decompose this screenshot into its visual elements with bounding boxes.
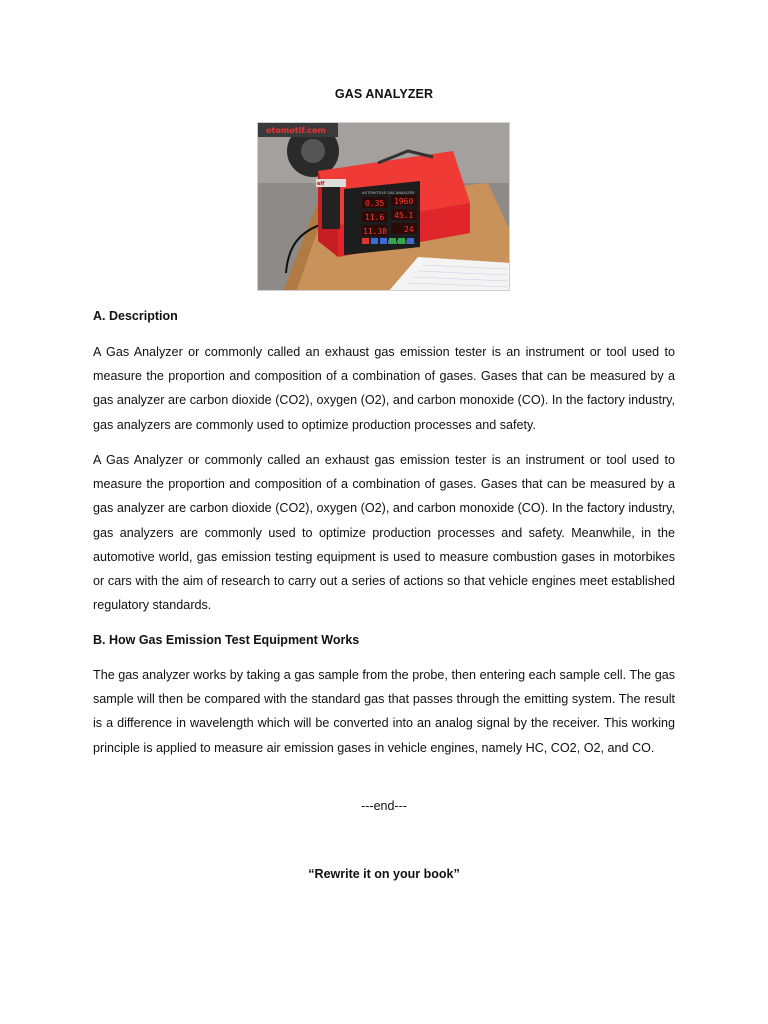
section-b-heading: B. How Gas Emission Test Equipment Works <box>93 633 360 647</box>
readout-4: 45.1 <box>394 211 414 220</box>
gas-analyzer-photo <box>257 122 510 291</box>
display-header: AUTOMOTIVE GAS ANALYZER <box>362 191 415 195</box>
readout-1: 0.35 <box>365 199 385 208</box>
section-a-paragraph-1: A Gas Analyzer or commonly called an exhaust gas emission tester is an instrument or tool used to measure the proportion and composition of a combination of gases. Gases that can be measured by a gas analyzer are carbon dioxide (CO2), oxygen (O2), and carbon monoxide (CO). In the factory industry, gas analyzers are commonly used to optimize production processes and safety. <box>93 345 675 432</box>
section-a-heading: A. Description <box>93 309 178 323</box>
document-title: GAS ANALYZER <box>334 87 434 101</box>
svg-text:elf: elf <box>317 181 325 187</box>
closing-note: “Rewrite it on your book” <box>308 867 460 881</box>
readout-5: 11.38 <box>363 227 388 236</box>
section-b-paragraph-1: The gas analyzer works by taking a gas sample from the probe, then entering each sample cell. The gas sample will then be compared with the standard gas that passes through the emitting system. The result is a difference in wavelength which will be converted into an analog signal by the receiver. This working principle is applied to measure air emission gases in vehicle engines, namely HC, CO2, O2, and CO. <box>93 668 675 755</box>
readout-6: 24 <box>404 225 414 234</box>
photo-watermark: otomotif.com <box>266 126 326 135</box>
readout-2: 1960 <box>394 197 414 206</box>
gas-analyzer-illustration <box>258 123 510 291</box>
readout-3: 11.6 <box>365 213 385 222</box>
section-a-paragraph-2: A Gas Analyzer or commonly called an exhaust gas emission tester is an instrument or tool used to measure the proportion and composition of a combination of gases. Gases that can be measured by a gas analyzer are carbon dioxide (CO2), oxygen (O2), and carbon monoxide (CO). In the factory industry, gas analyzers are commonly used to optimize production processes and safety. Meanwhile, in the automotive world, gas emission testing equipment is used to measure combustion gases in motorbikes or cars with the aim of research to carry out a series of actions so that vehicle engines meet established regulatory standards. <box>93 453 675 613</box>
end-marker: ---end--- <box>361 799 407 813</box>
